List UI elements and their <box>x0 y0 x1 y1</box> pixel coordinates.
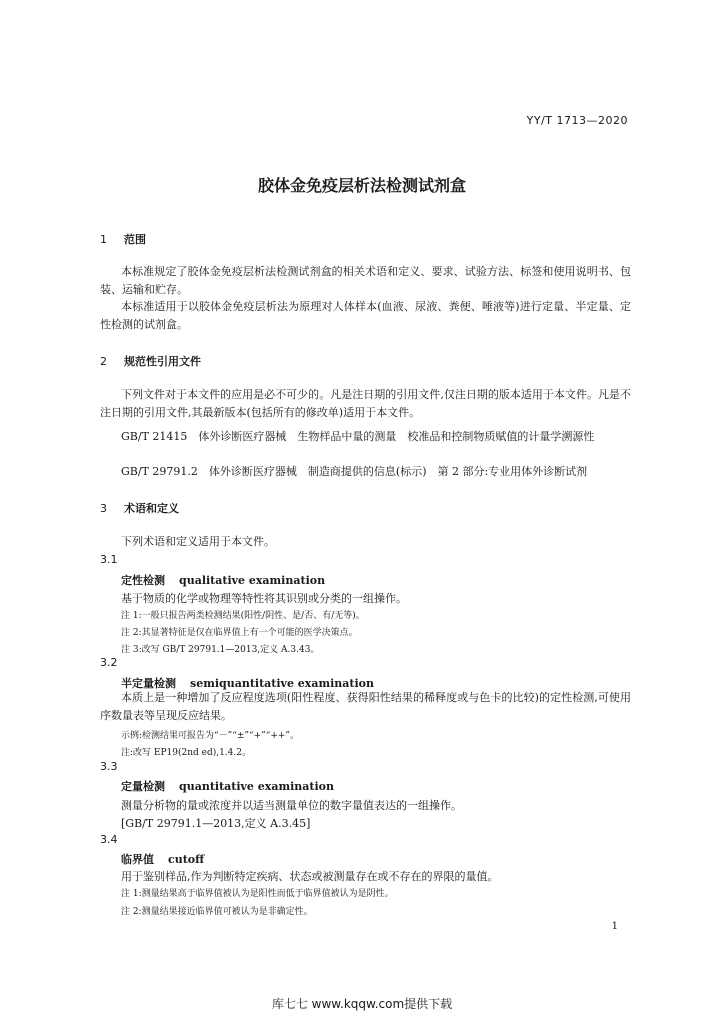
page-number: 1 <box>611 921 618 932</box>
section-2-paragraph-1: 下列文件对于本文件的应用是必不可少的。凡是注日期的引用文件,仅注日期的版本适用于本文件。凡是不注日期的引用文件,其最新版本(包括所有的修改单)适用于本文件。 <box>100 388 631 419</box>
term-3-2-english: semiquantitative examination <box>190 677 374 690</box>
term-3-3-definition: 测量分析物的量或浓度并以适当测量单位的数字量值表达的一组操作。 <box>121 799 462 812</box>
section-1-number: 1 <box>100 233 107 246</box>
clause-3-3-number: 3.3 <box>100 760 118 773</box>
term-3-2-example: 示例:检测结果可报告为“－”“±”“+”“++”。 <box>121 731 300 741</box>
section-3-heading <box>100 500 179 516</box>
term-3-3-english: quantitative examination <box>179 780 334 793</box>
section-1-paragraph-2: 本标准适用于以胶体金免疫层析法为原理对人体样本(血液、尿液、粪便、唾液等)进行定量、半定量、定性检测的试剂盒。 <box>100 300 631 331</box>
reference-gb-t-29791-2: GB/T 29791.2 体外诊断医疗器械 制造商提供的信息(标示) 第 2 部分:专业用体外诊断试剂 <box>121 465 588 478</box>
clause-3-2-number: 3.2 <box>100 656 118 669</box>
clause-3-1-number: 3.1 <box>100 553 118 566</box>
clause-3-4-number: 3.4 <box>100 833 118 846</box>
section-2-title: 规范性引用文件 <box>124 355 201 368</box>
term-3-1-note-1: 注 1:一般只报告两类检测结果(阳性/阴性、是/否、有/无等)。 <box>121 611 365 621</box>
section-2-number: 2 <box>100 355 107 368</box>
section-2-heading <box>100 353 201 369</box>
term-3-4-english: cutoff <box>168 853 205 866</box>
term-3-3-chinese: 定量检测 <box>121 780 165 793</box>
term-3-4-chinese: 临界值 <box>121 853 154 866</box>
section-3-title: 术语和定义 <box>124 502 179 515</box>
section-1-title: 范围 <box>124 233 146 246</box>
term-3-1-note-3: 注 3:改写 GB/T 29791.1—2013,定义 A.3.43。 <box>121 645 320 655</box>
term-3-2-note: 注:改写 EP19(2nd ed),1.4.2。 <box>121 748 251 758</box>
term-3-1-note-2: 注 2:其显著特征是仅在临界值上有一个可能的医学决策点。 <box>121 628 358 638</box>
term-3-2-chinese: 半定量检测 <box>121 677 176 690</box>
term-3-1-chinese: 定性检测 <box>121 574 165 587</box>
section-3-intro: 下列术语和定义适用于本文件。 <box>121 535 275 548</box>
download-footer: 库七七 www.kqqw.com提供下载 <box>271 997 453 1011</box>
term-3-1-english: qualitative examination <box>179 574 326 587</box>
term-3-1 <box>121 572 325 588</box>
term-3-3 <box>121 778 334 794</box>
term-3-4-note-1: 注 1:测量结果高于临界值被认为是阳性而低于临界值被认为是阴性。 <box>121 889 394 899</box>
document-title: 胶体金免疫层析法检测试剂盒 <box>257 176 466 195</box>
reference-gb-t-21415: GB/T 21415 体外诊断医疗器械 生物样品中量的测量 校准品和控制物质赋值的计量学溯源性 <box>121 430 595 443</box>
standard-code: YY/T 1713—2020 <box>526 114 628 127</box>
section-1-heading <box>100 231 146 247</box>
term-3-4-definition: 用于鉴别样品,作为判断特定疾病、状态或被测量存在或不存在的界限的量值。 <box>121 870 499 883</box>
term-3-1-definition: 基于物质的化学或物理等特性将其识别或分类的一组操作。 <box>121 592 407 605</box>
section-3-number: 3 <box>100 502 107 515</box>
term-3-3-source: [GB/T 29791.1—2013,定义 A.3.45] <box>121 817 311 830</box>
term-3-4 <box>121 851 204 867</box>
term-3-4-note-2: 注 2:测量结果接近临界值可被认为是非确定性。 <box>121 907 313 917</box>
section-1-paragraph-1: 本标准规定了胶体金免疫层析法检测试剂盒的相关术语和定义、要求、试验方法、标签和使用说明书、包装、运输和贮存。 <box>100 265 631 296</box>
term-3-2-definition: 本质上是一种增加了反应程度选项(阳性程度、获得阳性结果的稀释度或与色卡的比较)的定性检测,可使用序数量表等呈现反应结果。 <box>100 691 631 722</box>
